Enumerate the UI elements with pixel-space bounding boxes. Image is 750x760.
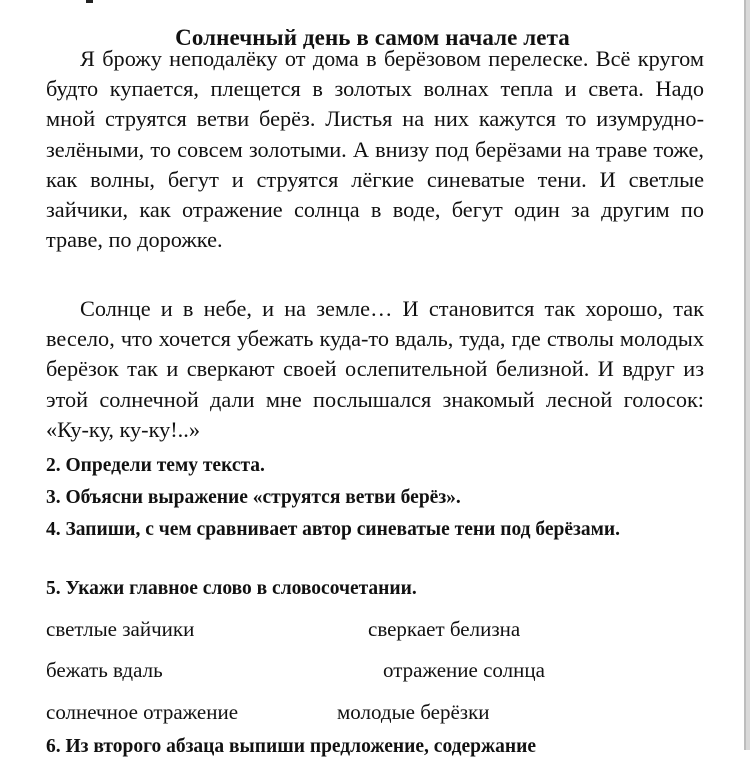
question-2: 2. Определи тему текста. xyxy=(46,455,265,476)
cropped-text-fragment xyxy=(86,0,93,3)
phrase-item: светлые зайчики xyxy=(46,617,195,641)
phrase-item: солнечное отражение xyxy=(46,700,239,724)
text-title: Солнечный день в самом начале лета xyxy=(175,25,570,51)
question-6-cropped: 6. Из второго абзаца выпиши предложение, содержание xyxy=(46,736,537,757)
question-5: 5. Укажи главное слово в словосочетании. xyxy=(46,578,417,599)
question-4: 4. Запиши, с чем сравнивает автор синеватые тени под берёзами. xyxy=(46,519,621,540)
phrase-item: отражение солнца xyxy=(383,658,545,682)
question-3: 3. Объясни выражение «струятся ветви берёз». xyxy=(46,487,461,508)
paragraph-2: Солнце и в небе, и на земле… И становится так хорошо, так весело, что хочется убежать куда-то вдаль, туда, где стволы молодых берёзок так и сверкают своей ослепительной белизной. И вдруг из этой солнечной дали мне послышался знакомый лесной голосок: «Ку-ку, ку-ку!..» xyxy=(46,296,704,442)
phrase-item: сверкает белизна xyxy=(368,617,521,641)
top-edge xyxy=(0,0,750,4)
paragraph-1: Я брожу неподалёку от дома в берёзовом перелеске. Всё кругом будто купается, плещется в золотых волнах тепла и света. Надо мной струятся ветви берёз. Листья на них кажутся то изумрудно-зелёными, то совсем золотыми. А внизу под берёзами на траве тоже, как волны, бегут и струятся лёгкие синеватые тени. И светлые зайчики, как отражение солнца в воде, бегут один за другим по траве, по дорожке. xyxy=(46,46,704,253)
phrase-item: молодые берёзки xyxy=(337,700,490,724)
phrase-item: бежать вдаль xyxy=(46,658,163,682)
page-edge-shadow xyxy=(744,0,750,750)
